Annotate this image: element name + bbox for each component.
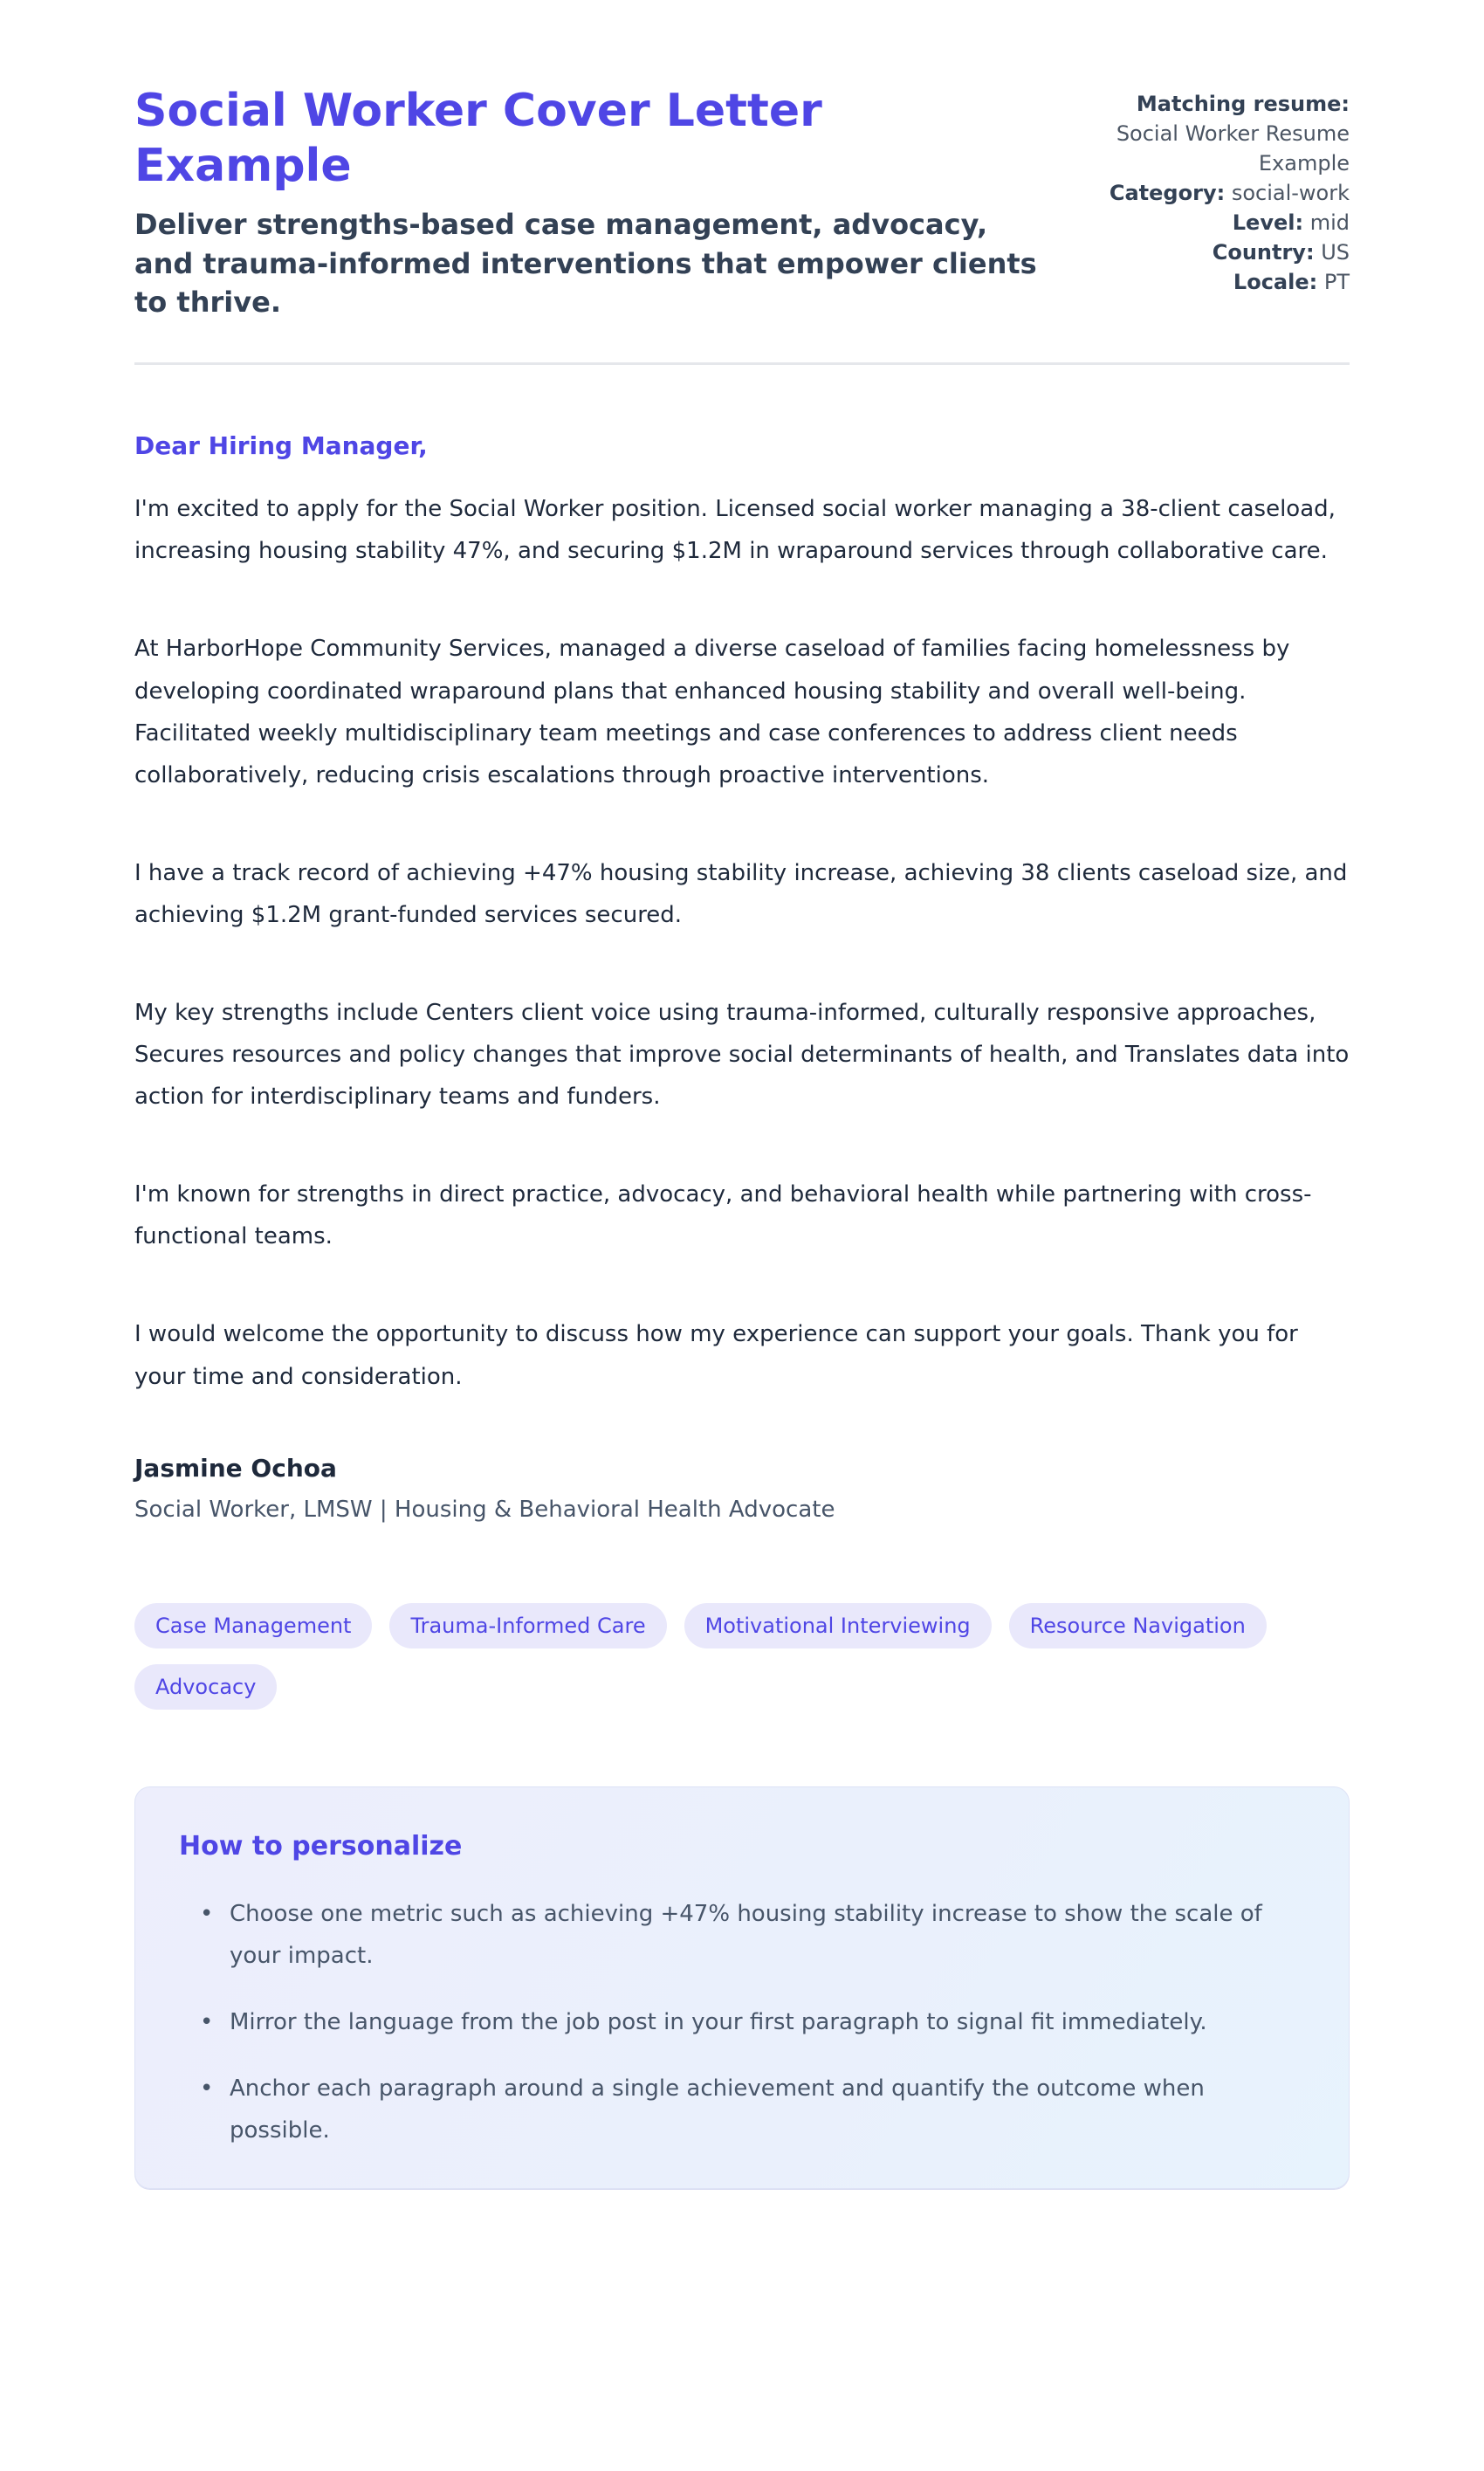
meta-label: Locale: <box>1233 270 1318 295</box>
meta-level <box>1088 208 1350 237</box>
letter-paragraph: I'm excited to apply for the Social Worker position. Licensed social worker managing a 38-client caseload, increasing housing stability 47%, and securing $1.2M in wraparound services through collaborative care. <box>134 496 1336 565</box>
letter-paragraph: At HarborHope Community Services, managed a diverse caseload of families facing homelessness by developing coordinated wraparound plans that enhanced housing stability and overall well-being. Facilitated weekly multidisciplinary team meetings and case conferences to address client needs collaboratively, reducing crisis escalations through proactive interventions. <box>134 636 1290 788</box>
letter-greeting: Dear Hiring Manager, <box>134 431 428 461</box>
header-divider <box>134 362 1350 365</box>
page-subtitle: Deliver strengths-based case management, advocacy, and trauma-informed interventions that empower clients to thrive. <box>134 207 1037 320</box>
letter-paragraph: I would welcome the opportunity to discuss how my experience can support your goals. Thank you for your time and consideration. <box>134 1321 1298 1390</box>
callout-bullet: • Choose one metric such as achieving +47% housing stability increase to show the scale of your impact. <box>200 1893 1274 1977</box>
meta-label: Category: <box>1109 181 1226 206</box>
skill-tags <box>134 1603 1350 1710</box>
meta-locale <box>1088 267 1350 297</box>
meta-country <box>1088 237 1350 267</box>
signature-block <box>134 1454 1350 1523</box>
callout-bullet-list <box>179 1893 1305 2151</box>
signature-title: Social Worker, LMSW | Housing & Behavioral Health Advocate <box>134 1496 835 1523</box>
letter-paragraph: I have a track record of achieving +47% housing stability increase, achieving 38 clients caseload size, and achieving $1.2M grant-funded services secured. <box>134 859 1348 928</box>
meta-value: mid <box>1309 210 1350 236</box>
callout-title: How to personalize <box>179 1830 463 1862</box>
meta-label: Country: <box>1212 240 1315 265</box>
callout-bullet: • Mirror the language from the job post in your first paragraph to signal fit immediately. <box>200 2001 1274 2043</box>
letter-paragraph: My key strengths include Centers client voice using trauma-informed, culturally responsive approaches, Secures resources and policy changes that improve social determinants of health, and Translates data into action for interdisciplinary teams and funders. <box>134 1000 1350 1111</box>
meta-value: Social Worker Resume Example <box>1116 121 1350 176</box>
letter-body <box>134 431 1350 1522</box>
resume-meta-block <box>1088 89 1350 298</box>
meta-category <box>1088 178 1350 208</box>
meta-matching-resume <box>1088 89 1350 178</box>
skill-tag: Case Management <box>134 1603 372 1648</box>
page-header <box>134 84 1350 322</box>
skill-tag: Advocacy <box>134 1664 277 1710</box>
meta-value: US <box>1321 240 1350 265</box>
signature-name: Jasmine Ochoa <box>134 1453 337 1483</box>
meta-label: Level: <box>1232 210 1304 236</box>
meta-value: social-work <box>1231 181 1350 206</box>
how-to-personalize-callout <box>134 1786 1350 2189</box>
skill-tag: Motivational Interviewing <box>684 1603 992 1648</box>
skill-tag: Trauma-Informed Care <box>389 1603 666 1648</box>
letter-paragraph: I'm known for strengths in direct practice, advocacy, and behavioral health while partnering with cross-functional teams. <box>134 1181 1312 1250</box>
skill-tag: Resource Navigation <box>1009 1603 1267 1648</box>
page-title: Social Worker Cover Letter Example <box>134 85 822 193</box>
callout-bullet: • Anchor each paragraph around a single achievement and quantify the outcome when possible. <box>200 2068 1274 2151</box>
meta-label: Matching resume: <box>1136 92 1350 116</box>
meta-value: PT <box>1323 270 1350 295</box>
header-title-block <box>134 84 1053 322</box>
